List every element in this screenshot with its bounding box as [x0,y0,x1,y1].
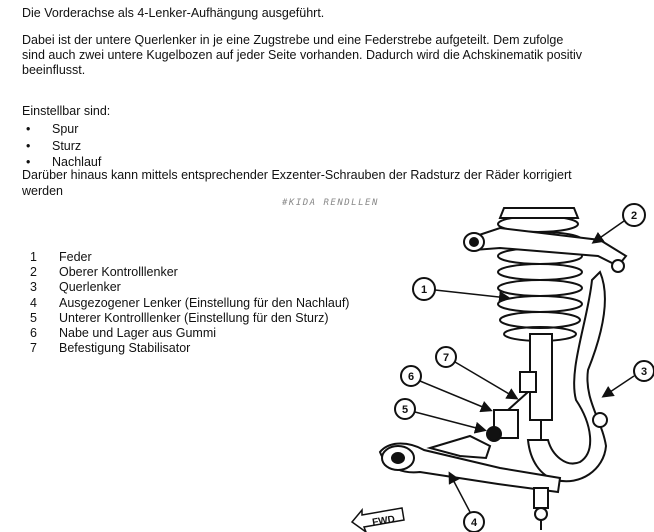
fwd-arrow-icon [352,508,404,532]
list-item-label: Sturz [52,138,82,153]
callout-7-label: 7 [442,352,450,364]
bullet-icon: • [26,155,31,169]
legend-number: 6 [30,326,37,341]
legend-number: 2 [30,265,37,280]
legend-number: 7 [30,341,37,356]
upper-arm-illustration [464,228,626,272]
legend-number: 3 [30,280,37,295]
bullet-icon: • [26,138,31,153]
list-item-label: Nachlauf [52,155,102,169]
paragraph-line-1: Dabei ist der untere Querlenker in je eine Zugstrebe und eine Federstrebe aufgeteilt. Dem zufolge [22,33,564,47]
callout-2 [594,204,645,242]
callout-1 [413,278,508,300]
legend-label: Querlenker [59,280,121,295]
legend-label: Oberer Kontrolllenker [59,265,178,280]
callout-4 [450,474,484,532]
bullet-icon: • [26,122,31,136]
callout-5-label: 5 [401,404,409,416]
legend-number: 5 [30,310,37,325]
adjustable-heading: Einstellbar sind: [22,104,111,118]
paragraph-line-3: beeinflusst. [22,63,86,77]
callout-1-label: 1 [420,284,428,296]
intro-sentence: Die Vorderachse als 4-Lenker-Aufhängung ausgeführt. [22,6,325,20]
legend-label: Unterer Kontrolllenker (Einstellung für den Sturz) [59,310,329,325]
callout-2-label: 2 [630,210,638,222]
legend-number: 1 [30,250,37,264]
callout-3-label: 3 [640,366,648,378]
handwritten-note: #KIDA RENDLLEN [282,198,379,208]
coil-spring-illustration [498,208,582,341]
callout-6-label: 6 [407,371,415,383]
legend-label: Befestigung Stabilisator [59,341,191,356]
fwd-label: FWD [371,514,396,529]
list-item-label: Spur [52,122,79,136]
callout-5 [395,399,484,430]
legend-label: Ausgezogener Lenker (Einstellung für den Nachlauf) [59,295,350,310]
callout-7 [436,347,516,398]
legend-label: Feder [59,250,92,264]
paragraph-line-2: sind auch zwei untere Kugelbozen auf jeder Seite vorhanden. Dadurch wird die Achskinematik positiv [22,48,583,62]
legend-label: Nabe und Lager aus Gummi [59,326,217,341]
stabilizer-illustration [487,372,536,441]
callout-4-label: 4 [470,517,478,529]
additional-line-1: Darüber hinaus kann mittels entsprechender Exzenter-Schrauben der Radsturz der Räder korrigiert [22,168,572,182]
callout-3 [604,361,654,396]
hub-illustration [534,488,548,530]
legend-number: 4 [30,295,37,310]
additional-line-2: werden [22,184,63,198]
